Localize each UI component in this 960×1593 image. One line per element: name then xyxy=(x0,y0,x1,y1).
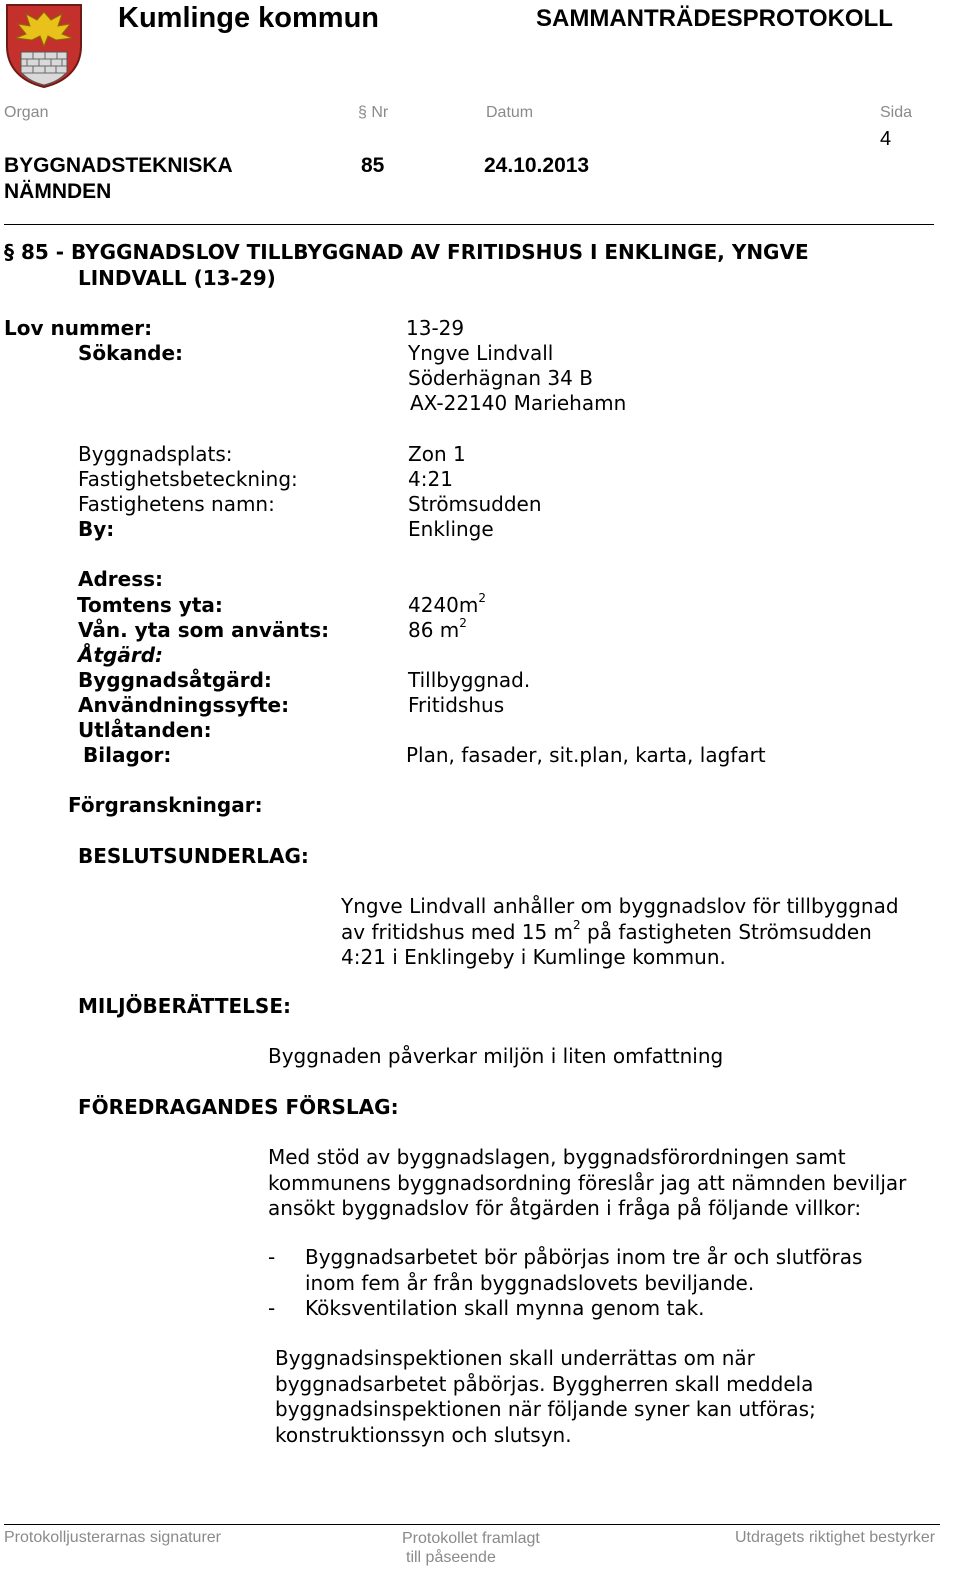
fastighetsbeteckning-value: 4:21 xyxy=(408,467,453,491)
tomtens-yta-number: 4240m xyxy=(408,593,479,617)
inspektion-line-3: byggnadsinspektionen när följande syner kan utföras; xyxy=(275,1397,816,1421)
beslutsunderlag-line-1: Yngve Lindvall anhåller om byggnadslov för tillbyggnad xyxy=(341,894,899,918)
riktighet-label: Utdragets riktighet bestyrker xyxy=(735,1529,936,1546)
miljoberattelse-text: Byggnaden påverkar miljön i liten omfattning xyxy=(268,1044,724,1068)
sokande-name: Yngve Lindvall xyxy=(408,341,554,365)
nr-column-label: § Nr xyxy=(358,104,389,121)
byggnadsplats-value: Zon 1 xyxy=(408,442,466,466)
villkor-1-line-1: Byggnadsarbetet bör påbörjas inom tre år och slutföras xyxy=(305,1245,863,1269)
villkor-item-1 xyxy=(268,1245,862,1296)
framlagt-line-2: till påseende xyxy=(406,1549,496,1566)
villkor-item-2 xyxy=(268,1296,862,1322)
sokande-city: AX-22140 Mariehamn xyxy=(410,391,627,415)
datum-column-label: Datum xyxy=(486,104,534,121)
anvandningssyfte-value: Fritidshus xyxy=(408,693,505,717)
beslutsunderlag-line-3: 4:21 i Enklingeby i Kumlinge kommun. xyxy=(341,945,726,969)
beslutsunderlag-text xyxy=(341,894,899,971)
tomtens-yta-exponent: 2 xyxy=(478,591,487,606)
adress-label: Adress: xyxy=(78,567,164,591)
beslutsunderlag-line-2a: av fritidshus med 15 m xyxy=(341,919,574,944)
fastighetens-namn-label: Fastighetens namn: xyxy=(78,492,275,516)
forslag-line-1: Med stöd av byggnadslagen, byggnadsförordningen samt xyxy=(268,1145,846,1169)
organ-line-1: BYGGNADSTEKNISKA xyxy=(4,154,233,177)
inspektion-line-2: byggnadsarbetet påbörjas. Byggherren skall meddela xyxy=(275,1371,814,1396)
villkor-1-line-2: inom fem år från byggnadslovets beviljande. xyxy=(305,1270,755,1295)
paragraph-title xyxy=(4,240,809,291)
forgranskningar-heading: Förgranskningar: xyxy=(68,793,263,817)
beslutsunderlag-line-2 xyxy=(341,917,899,946)
atgard-label: Åtgärd: xyxy=(78,643,164,667)
meeting-date: 24.10.2013 xyxy=(484,154,590,177)
van-yta-value xyxy=(408,618,467,643)
framlagt-line-1: Protokollet framlagt xyxy=(402,1530,540,1547)
miljoberattelse-heading: MILJÖBERÄTTELSE: xyxy=(78,994,291,1018)
beslutsunderlag-line-2b: på fastigheten Strömsudden xyxy=(580,919,872,944)
by-value: Enklinge xyxy=(408,517,494,541)
organ-line-2: NÄMNDEN xyxy=(4,180,112,203)
title-line-2: LINDVALL (13-29) xyxy=(78,265,276,290)
foredragandes-forslag-heading: FÖREDRAGANDES FÖRSLAG: xyxy=(78,1095,399,1119)
inspektion-text xyxy=(275,1346,816,1448)
framlagt-label xyxy=(402,1529,540,1567)
van-yta-label: Vån. yta som använts: xyxy=(78,618,330,642)
utlatanden-label: Utlåtanden: xyxy=(78,718,212,742)
bullet-dash: - xyxy=(268,1296,276,1320)
van-yta-exponent: 2 xyxy=(459,616,467,631)
forslag-line-3: ansökt byggnadslov för åtgärden i fråga på följande villkor: xyxy=(268,1196,862,1220)
title-line-1: § 85 - BYGGNADSLOV TILLBYGGNAD AV FRITIDSHUS I ENKLINGE, YNGVE xyxy=(4,240,809,264)
document-type: SAMMANTRÄDESPROTOKOLL xyxy=(536,5,893,32)
organ-name xyxy=(4,153,233,205)
villkor-list xyxy=(268,1245,862,1322)
page-number: 4 xyxy=(880,128,892,150)
fastighetsbeteckning-label: Fastighetsbeteckning: xyxy=(78,467,298,491)
municipality-name: Kumlinge kommun xyxy=(118,2,380,34)
signatures-label: Protokolljusterarnas signaturer xyxy=(4,1529,221,1546)
bilagor-value: Plan, fasader, sit.plan, karta, lagfart xyxy=(406,743,766,767)
forslag-text xyxy=(268,1145,906,1222)
sokande-street: Söderhägnan 34 B xyxy=(408,366,593,390)
byggnadsatgard-value: Tillbyggnad. xyxy=(408,668,531,692)
beslutsunderlag-heading: BESLUTSUNDERLAG: xyxy=(78,844,309,868)
van-yta-number: 86 m xyxy=(408,618,460,642)
byggnadsatgard-label: Byggnadsåtgärd: xyxy=(78,668,272,692)
inspektion-line-4: konstruktionssyn och slutsyn. xyxy=(275,1422,572,1447)
paragraph-number: 85 xyxy=(361,154,385,177)
header-divider xyxy=(4,224,934,225)
tomtens-yta-label: Tomtens yta: xyxy=(77,593,223,617)
lov-nummer-label: Lov nummer: xyxy=(4,316,153,340)
organ-column-label: Organ xyxy=(4,104,49,121)
area-exponent: 2 xyxy=(573,917,581,932)
footer-divider xyxy=(4,1524,940,1525)
lov-nummer-value: 13-29 xyxy=(406,316,465,340)
sida-column-label: Sida xyxy=(880,104,913,121)
anvandningssyfte-label: Användningssyfte: xyxy=(78,693,290,717)
inspektion-line-1: Byggnadsinspektionen skall underrättas om när xyxy=(275,1346,755,1370)
bullet-dash: - xyxy=(268,1245,276,1269)
forslag-line-2: kommunens byggnadsordning föreslår jag att nämnden beviljar xyxy=(268,1170,907,1195)
villkor-2-line-1: Köksventilation skall mynna genom tak. xyxy=(305,1296,705,1320)
by-label: By: xyxy=(78,517,115,541)
coat-of-arms-logo xyxy=(4,2,84,88)
bilagor-label: Bilagor: xyxy=(83,743,172,767)
byggnadsplats-label: Byggnadsplats: xyxy=(78,442,233,466)
tomtens-yta-value xyxy=(408,593,486,618)
sokande-label: Sökande: xyxy=(78,341,184,365)
fastighetens-namn-value: Strömsudden xyxy=(408,492,542,516)
